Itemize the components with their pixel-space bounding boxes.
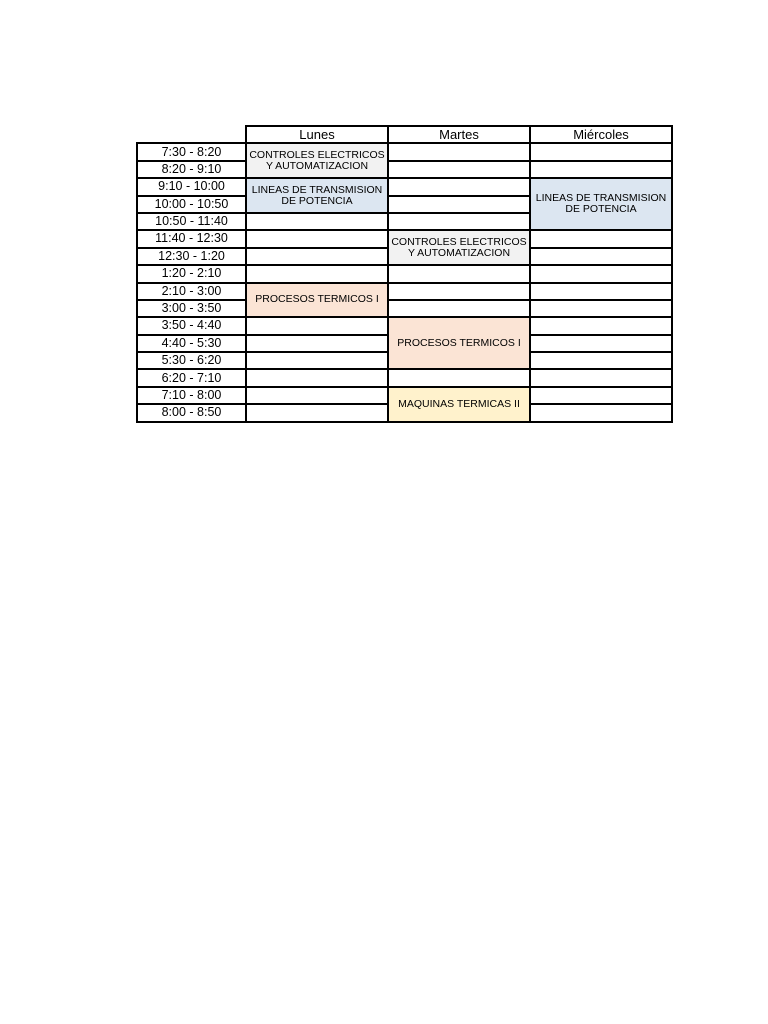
time-slot: 10:00 - 10:50 <box>137 196 246 213</box>
time-slot: 4:40 - 5:30 <box>137 335 246 352</box>
time-slot: 8:20 - 9:10 <box>137 161 246 178</box>
day-header-miercoles: Miércoles <box>530 126 672 143</box>
time-slot: 11:40 - 12:30 <box>137 230 246 247</box>
empty-cell <box>530 248 672 265</box>
empty-cell <box>530 352 672 369</box>
header-row <box>137 126 672 143</box>
class-block: CONTROLES ELECTRICOS Y AUTOMATIZACION <box>388 230 530 265</box>
empty-cell <box>388 265 530 282</box>
empty-cell <box>246 248 388 265</box>
time-slot: 8:00 - 8:50 <box>137 404 246 421</box>
empty-cell <box>246 404 388 421</box>
empty-cell <box>530 300 672 317</box>
class-block: MAQUINAS TERMICAS II <box>388 387 530 422</box>
empty-cell <box>246 230 388 247</box>
empty-cell <box>530 143 672 160</box>
time-slot: 10:50 - 11:40 <box>137 213 246 230</box>
time-slot: 3:50 - 4:40 <box>137 317 246 334</box>
time-row <box>137 230 672 247</box>
empty-cell <box>388 143 530 160</box>
time-slot: 9:10 - 10:00 <box>137 178 246 195</box>
time-row <box>137 387 672 404</box>
empty-cell <box>246 387 388 404</box>
empty-cell <box>388 196 530 213</box>
empty-cell <box>530 161 672 178</box>
time-row <box>137 300 672 317</box>
time-slot: 7:10 - 8:00 <box>137 387 246 404</box>
class-block: PROCESOS TERMICOS I <box>388 317 530 369</box>
time-slot: 5:30 - 6:20 <box>137 352 246 369</box>
empty-cell <box>388 178 530 195</box>
empty-cell <box>246 352 388 369</box>
empty-cell <box>530 387 672 404</box>
empty-cell <box>530 317 672 334</box>
class-block: PROCESOS TERMICOS I <box>246 283 388 318</box>
class-block: CONTROLES ELECTRICOS Y AUTOMATIZACION <box>246 143 388 178</box>
corner-cell <box>137 126 246 143</box>
time-row <box>137 265 672 282</box>
empty-cell <box>530 404 672 421</box>
empty-cell <box>246 369 388 386</box>
empty-cell <box>388 213 530 230</box>
time-slot: 7:30 - 8:20 <box>137 143 246 160</box>
empty-cell <box>246 265 388 282</box>
class-block: LINEAS DE TRANSMISION DE POTENCIA <box>530 178 672 230</box>
time-row <box>137 143 672 160</box>
empty-cell <box>246 317 388 334</box>
day-header-lunes: Lunes <box>246 126 388 143</box>
empty-cell <box>530 265 672 282</box>
day-header-martes: Martes <box>388 126 530 143</box>
empty-cell <box>530 335 672 352</box>
time-row <box>137 283 672 300</box>
time-slot: 3:00 - 3:50 <box>137 300 246 317</box>
class-block: LINEAS DE TRANSMISION DE POTENCIA <box>246 178 388 213</box>
time-row <box>137 317 672 334</box>
time-slot: 1:20 - 2:10 <box>137 265 246 282</box>
empty-cell <box>530 230 672 247</box>
empty-cell <box>388 283 530 300</box>
empty-cell <box>530 283 672 300</box>
time-slot: 6:20 - 7:10 <box>137 369 246 386</box>
empty-cell <box>246 335 388 352</box>
empty-cell <box>388 161 530 178</box>
time-slot: 12:30 - 1:20 <box>137 248 246 265</box>
empty-cell <box>388 369 530 386</box>
empty-cell <box>388 300 530 317</box>
schedule-table <box>136 125 673 423</box>
time-row <box>137 369 672 386</box>
empty-cell <box>530 369 672 386</box>
empty-cell <box>246 213 388 230</box>
time-slot: 2:10 - 3:00 <box>137 283 246 300</box>
time-row <box>137 178 672 195</box>
time-row <box>137 161 672 178</box>
